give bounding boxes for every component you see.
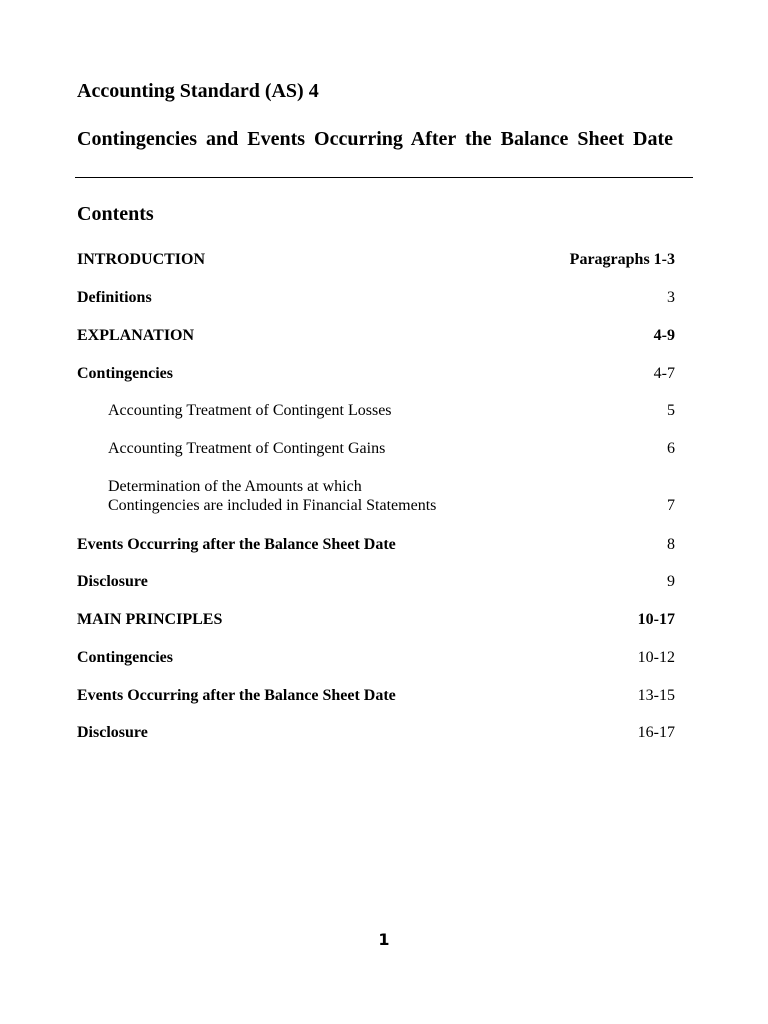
- toc-entry-label: Disclosure: [77, 724, 148, 741]
- toc-paragraph-ref: 8: [667, 536, 675, 553]
- toc-paragraph-ref: 6: [667, 440, 675, 457]
- document-title: Contingencies and Events Occurring After the Balance Sheet Date: [77, 128, 674, 150]
- toc-paragraph-ref: 13-15: [637, 687, 675, 704]
- toc-row: [77, 686, 675, 705]
- toc-row: [77, 535, 675, 554]
- toc-row: [77, 250, 675, 269]
- toc-row: [77, 326, 675, 345]
- toc-row: [77, 288, 675, 307]
- toc-paragraph-ref: 9: [667, 573, 675, 590]
- toc-entry-label: Disclosure: [77, 573, 148, 590]
- title-divider: [75, 177, 693, 178]
- toc-row: [77, 477, 675, 515]
- toc-row: [77, 723, 675, 742]
- toc-paragraph-ref: 10-17: [637, 611, 675, 628]
- toc-paragraph-ref: Paragraphs 1-3: [569, 251, 675, 268]
- toc-paragraph-ref: 3: [667, 289, 675, 306]
- toc-entry-label: Contingencies: [77, 365, 173, 382]
- toc-row: [77, 439, 675, 458]
- toc-entry-label: Definitions: [77, 289, 152, 306]
- toc-paragraph-ref: 16-17: [637, 724, 675, 741]
- toc-row: [77, 401, 675, 420]
- page-number: 1: [378, 930, 390, 949]
- toc-paragraph-ref: 10-12: [637, 649, 675, 666]
- toc-row: [77, 572, 675, 591]
- toc-row: [77, 364, 675, 383]
- contents-heading: Contents: [77, 203, 154, 225]
- toc-entry-label: Accounting Treatment of Contingent Losses: [108, 402, 392, 419]
- toc-row: [77, 648, 675, 667]
- toc-entry-label: Contingencies: [77, 649, 173, 666]
- toc-entry-label: Events Occurring after the Balance Sheet Date: [77, 536, 396, 553]
- toc-entry-label: INTRODUCTION: [77, 251, 206, 268]
- toc-paragraph-ref: 4-7: [653, 365, 675, 382]
- toc-entry-label: EXPLANATION: [77, 327, 195, 344]
- toc-paragraph-ref: 5: [667, 402, 675, 419]
- toc-entry-label: Determination of the Amounts at which Contingencies are included in Financial Statements: [108, 478, 437, 514]
- toc-paragraph-ref: 4-9: [653, 327, 675, 344]
- toc-row: [77, 610, 675, 629]
- standard-title: Accounting Standard (AS) 4: [77, 80, 319, 102]
- toc-paragraph-ref: 7: [667, 497, 675, 514]
- toc-entry-label: Events Occurring after the Balance Sheet Date: [77, 687, 396, 704]
- toc-entry-label: Accounting Treatment of Contingent Gains: [108, 440, 386, 457]
- toc-entry-label: MAIN PRINCIPLES: [77, 611, 223, 628]
